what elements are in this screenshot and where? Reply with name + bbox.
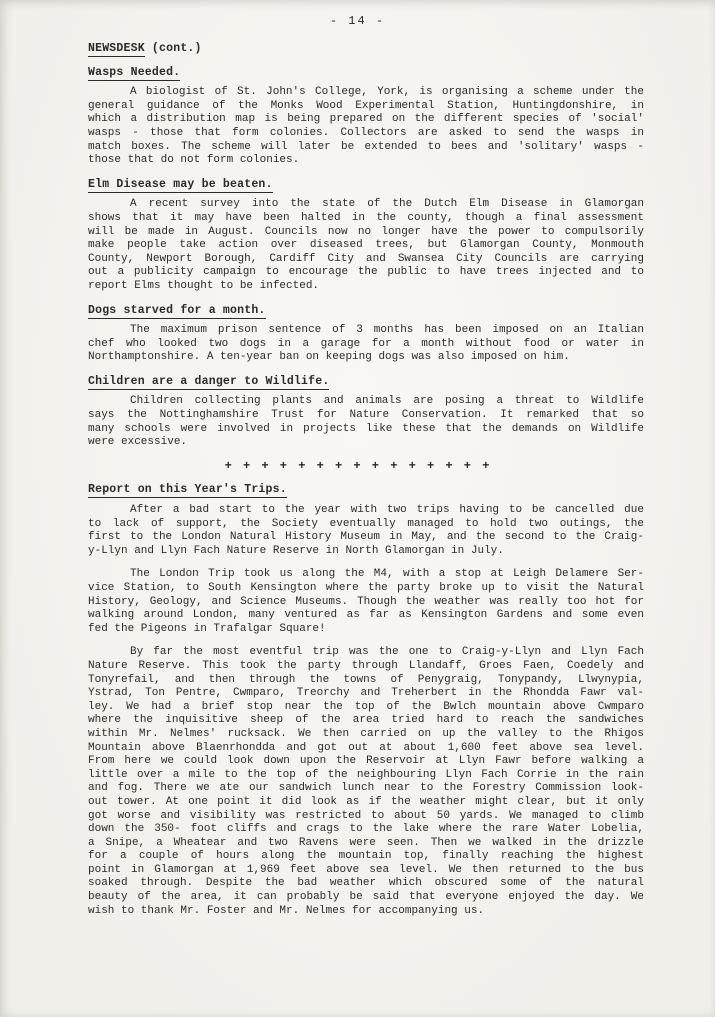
text-line: wasps - those that form colonies. Collectors are asked to send the wasps in [88, 126, 644, 139]
section-heading [88, 42, 644, 56]
text-line: fed the Pigeons in Trafalgar Square! [88, 622, 326, 635]
paragraph [88, 86, 644, 168]
text-line: will be made in August. Councils now no longer have the power to compulsorily [88, 225, 644, 238]
text-line: little over a mile to the top of the neighbouring Llyn Fach Corrie in the rain [88, 768, 644, 781]
text-line: where the inquisitive sheep of the area tried hard to reach the sandwiches [88, 714, 644, 727]
text-line: and fog. There we ate our sandwich lunch near to the Forestry Commission look- [88, 782, 644, 795]
paragraph [88, 395, 644, 449]
text-line: A recent survey into the state of the Dutch Elm Disease in Glamorgan [130, 198, 644, 211]
section-heading [88, 66, 644, 80]
text-line: beauty of the area, it can probably be said that everyone enjoyed the day. We [88, 891, 644, 904]
text-line: out tower. At one point it did look as if the weather might clear, but it only [88, 795, 644, 808]
text-line: Children collecting plants and animals are posing a threat to Wildlife [130, 395, 644, 408]
text-line: walking around London, many ventured as far as Kensington Gardens and some even [88, 609, 644, 622]
plus-separator: + + + + + + + + + + + + + + + [224, 458, 492, 473]
heading-underlined-text: Dogs starved for a month. [88, 303, 266, 317]
text-line: got worse and visibility was restricted to about 50 yards. We managed to climb [88, 809, 644, 822]
paragraph [88, 504, 644, 558]
text-line: a Snipe, a Wheatear and two Ravens were seen. Then we walked in the drizzle [88, 836, 644, 849]
section-heading [88, 178, 644, 192]
text-line: out a publicity campaign to encourage the public to have trees injected and to [88, 266, 644, 279]
heading-suffix-text: (cont.) [144, 42, 202, 55]
text-line: those that do not form colonies. [88, 154, 300, 167]
heading-underlined-text: NEWSDESK [88, 42, 145, 55]
text-line: After a bad start to the year with two trips having to be cancelled due [130, 504, 644, 517]
section-heading [88, 375, 644, 389]
text-line: were excessive. [88, 436, 188, 449]
text-line: The maximum prison sentence of 3 months has been imposed on an Italian [130, 324, 644, 337]
text-line: The London Trip took us along the M4, with a stop at Leigh Delamere Ser- [130, 568, 644, 581]
text-line: Northamptonshire. A ten-year ban on keeping dogs was also imposed on him. [88, 351, 570, 364]
text-line: A biologist of St. John's College, York, is organising a scheme under the [130, 86, 644, 99]
text-line: first to the London Natural History Museum in May, and the second to the Craig- [88, 531, 644, 544]
text-line: Ystrad, Ton Pentre, Cwmparo, Treorchy and Treherbert in the Rhondda Fawr val- [88, 687, 644, 700]
text-line: shows that it may have been halted in the county, though a final assessment [88, 211, 644, 224]
text-line: From here we could look down upon the Reservoir at Llyn Fawr before walking a [88, 755, 644, 768]
text-line: vice Station, to South Kensington where the party broke up to visit the Natural [88, 582, 644, 594]
page-number: - 14 - [329, 14, 386, 28]
text-line: down the 350- foot cliffs and crags to the lake where the rare Water Lobelia, [88, 823, 644, 836]
section-heading [88, 304, 644, 318]
paragraph [88, 324, 644, 365]
text-line: chef who looked two dogs in a garage for a month without food or water in [88, 337, 644, 350]
text-line: match boxes. The scheme will later be extended to bees and 'solitary' wasps - [88, 140, 644, 153]
text-line: general guidance of the Monks Wood Experimental Station, Huntingdonshire, in [88, 99, 644, 112]
text-line: wish to thank Mr. Foster and Mr. Nelmes for accompanying us. [88, 904, 485, 917]
paragraph [88, 568, 644, 636]
text-line: Tonyrefail, and then through the towns of Penygraig, Tonypandy, Llwynypia, [88, 673, 644, 686]
text-line: Mountain above Blaenrhondda and got out at about 1,600 feet above sea level. [88, 741, 644, 754]
text-line: which a distribution map is being prepared on the different species of 'social' [88, 113, 644, 126]
text-line: says the Nottinghamshire Trust for Nature Conservation. It remarked that so [88, 409, 644, 422]
text-line: report Elms thought to be infected. [88, 279, 320, 292]
text-line: County, Newport Borough, Cardiff City and Swansea City Councils are carrying [88, 252, 644, 265]
text-line: within Mr. Nelmes' rucksack. We then carried on up the valley to the Rhigos [88, 727, 644, 740]
text-line: make people take action over diseased trees, but Glamorgan County, Monmouth [88, 239, 644, 252]
heading-underlined-text: Report on this Year's Trips. [88, 483, 287, 497]
text-line: ley. We had a brief stop near the top of the Bwlch mountain above Cwmparo [88, 700, 644, 713]
section-heading [88, 483, 644, 497]
text-line: soaked through. Despite the bad weather which obscured some of the natural [88, 877, 644, 890]
heading-underlined-text: Children are a danger to Wildlife. [88, 374, 330, 388]
text-line: to lack of support, the Society eventually managed to hold two outings, the [88, 517, 644, 530]
text-line: History, Geology, and Science Museums. Though the weather was really too hot for [88, 595, 644, 608]
heading-underlined-text: Wasps Needed. [88, 65, 181, 79]
text-line: Nature Reserve. This took the party through Llandaff, Groes Faen, Coedely and [88, 659, 644, 672]
heading-underlined-text: Elm Disease may be beaten. [88, 177, 273, 191]
text-line: many schools were involved in projects like these that the demands on Wildlife [88, 422, 644, 435]
paragraph [88, 646, 644, 918]
paragraph [88, 198, 644, 293]
document-body [88, 42, 644, 918]
text-line: point in Glamorgan at 1,969 feet above sea level. We then returned to the bus [88, 863, 644, 876]
text-line: y-Llyn and Llyn Fach Nature Reserve in North Glamorgan in July. [88, 544, 504, 557]
text-line: for a couple of hours along the mountain top, finally reaching the highest [88, 850, 644, 863]
text-line: By far the most eventful trip was the one to Craig-y-Llyn and Llyn Fach [130, 646, 644, 659]
